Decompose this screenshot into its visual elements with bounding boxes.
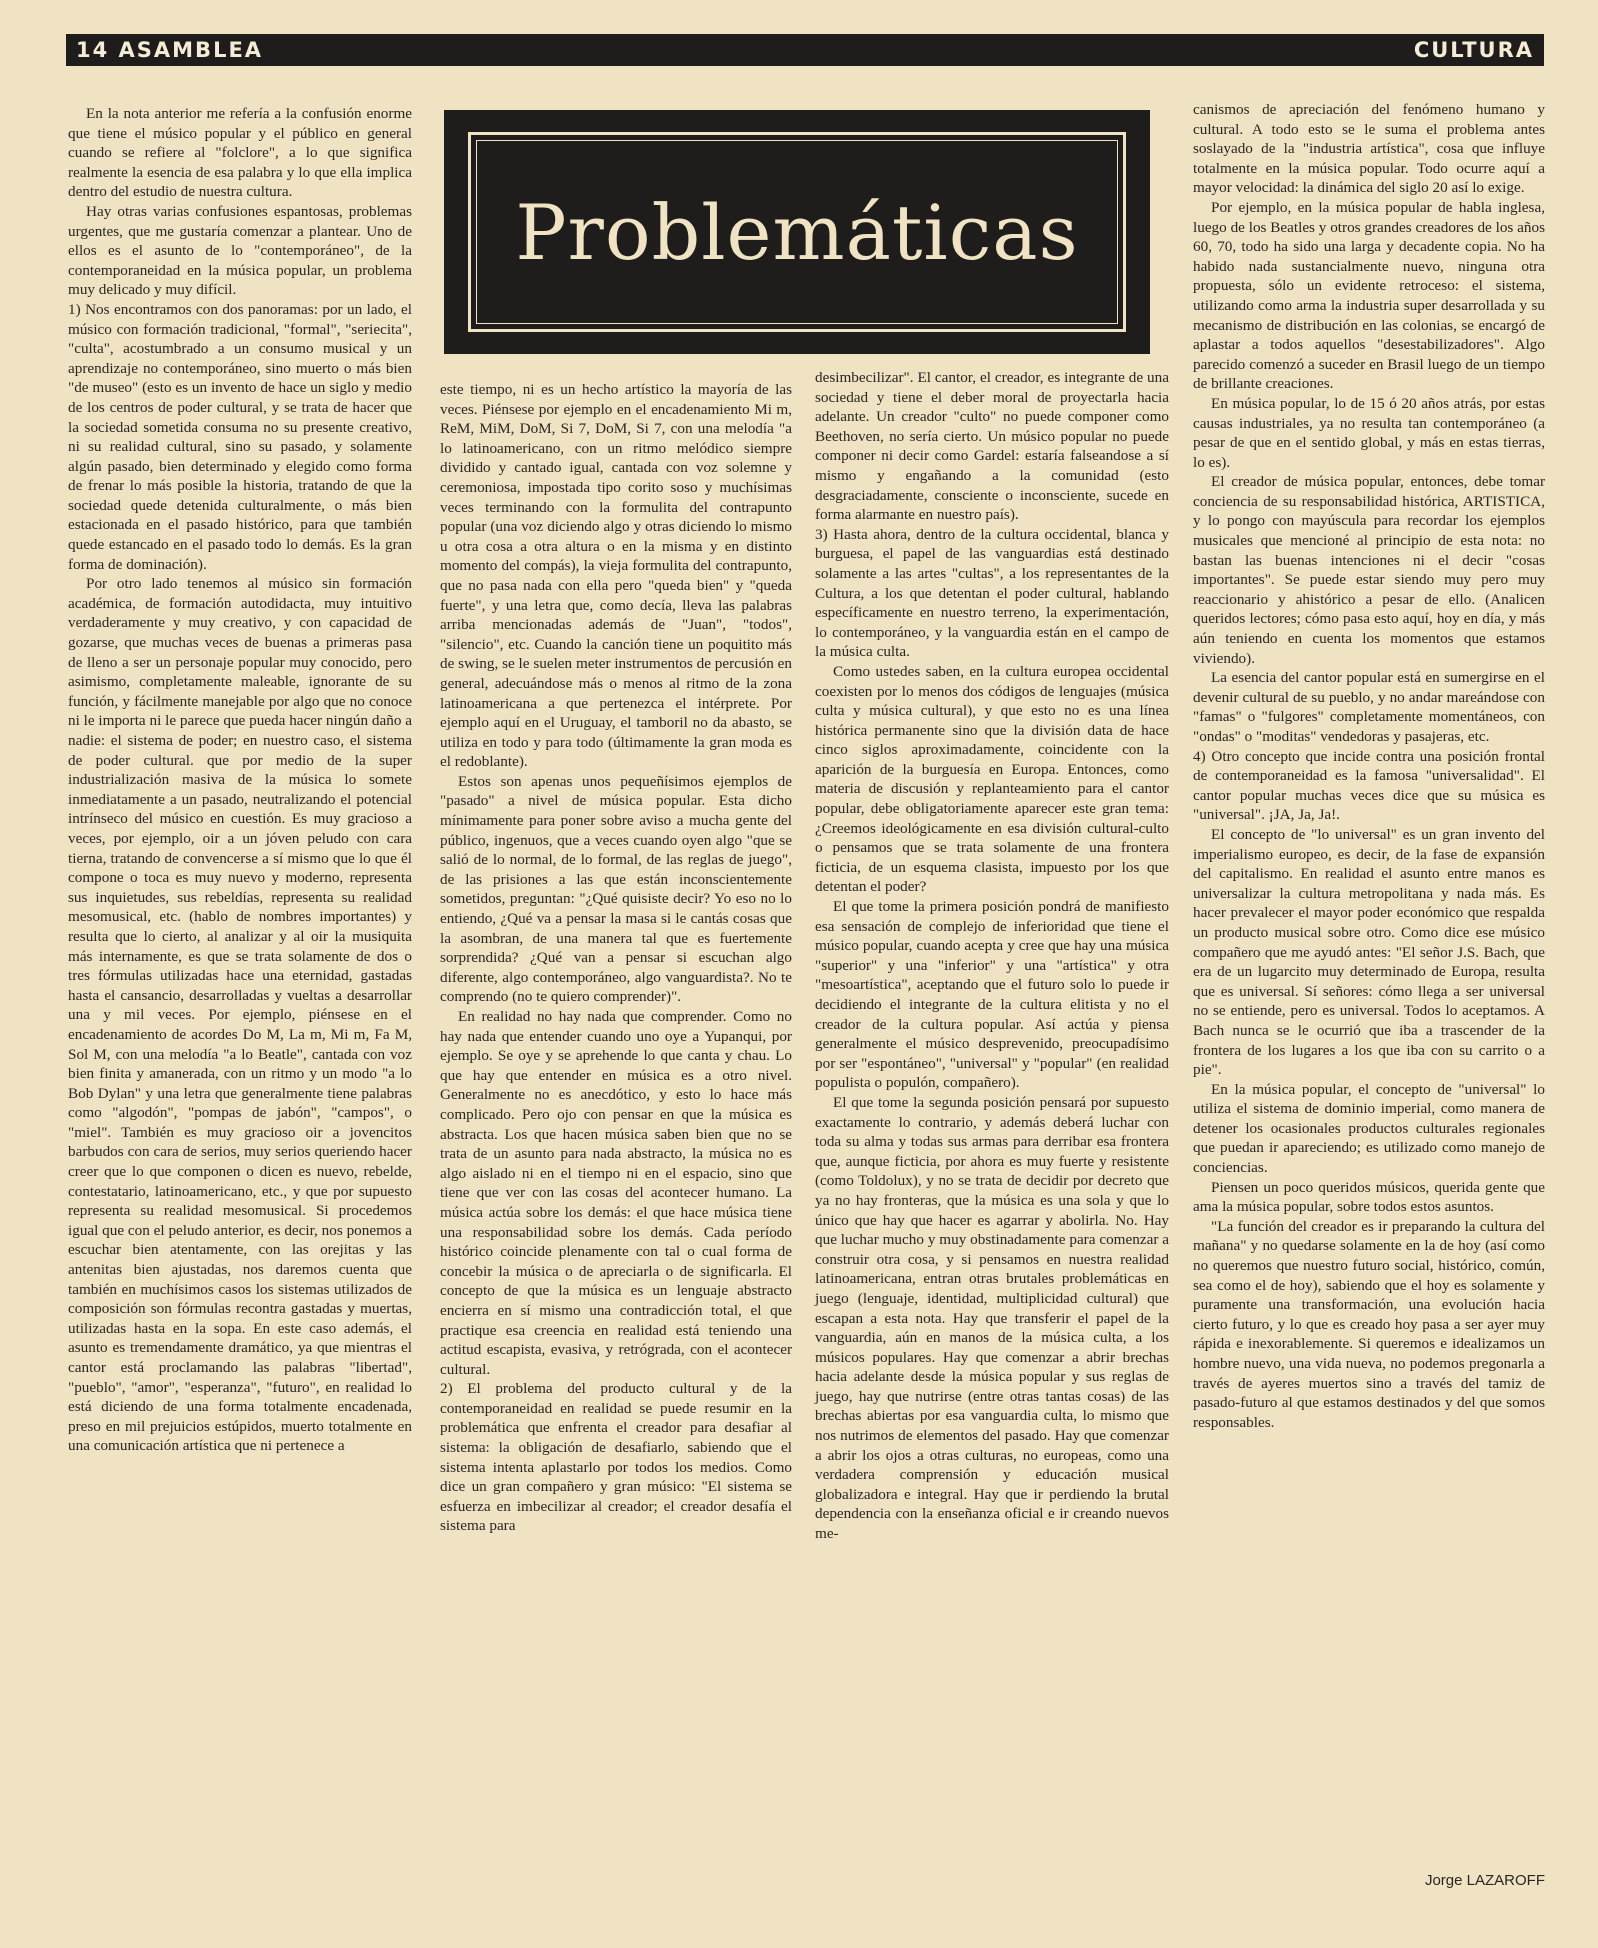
paragraph: Estos son apenas unos pequeñísimos ejemplos de "pasado" a nivel de música popular. Esta dicho mínimamente para poner sobre aviso a mucha gente del público, ingenuos, que a veces cuando oyen algo "que se salió de lo normal, de lo formal, de las reglas de juego", de las prisiones a las que están inconscientemente sometidos, preguntan: "¿Qué quisiste decir? Yo eso no lo entiendo, ¿Qué va a pensar la masa si le cantás cosas que la asombran, de una manera tal que es fuertemente sorprendida? ¿Qué van a pensar si escuchan algo diferente, algo contemporáneo, algo vanguardista?. No te comprendo (no te quiero comprender)". xyxy=(440,772,792,1006)
column-1 xyxy=(68,104,412,1456)
section-name: CULTURA xyxy=(1413,38,1534,62)
paragraph: Por otro lado tenemos al músico sin formación académica, de formación autodidacta, muy intuitivo verdaderamente y muy creativo, y con capacidad de gozarse, que muchas veces de buenas a primeras pasa de lleno a ser un personaje popular muy conocido, pero asimismo, completamente maleable, ignorante de su función, y fácilmente manejable por algo que no conoce ni le importa ni le parece que pueda hacer ningún daño a nadie: el sistema de poder; en nuestro caso, el sistema de poder cultural. que por medio de la super industrialización masiva de la música lo somete inmediatamente a un pasado, neutralizando el potencial intrínseco del músico en cuestión. Es muy gracioso a veces, por ejemplo, oir a un jóven peludo con cara tierna, tratando de convencerse a sí mismo que lo que él compone o toca es muy nuevo y moderno, representa sus inquietudes, sus rebeldías, representa su realidad mesomusical, etc. (hablo de nombres importantes) y resulta que lo cierto, al analizar y al oir la musiquita más internamente, es que se trata solamente de dos o tres fórmulas utilizadas hace una eternidad, gastadas hasta el cansancio, desarrolladas y vueltas a desarrollar una y mil veces. Por ejemplo, piénsese en el encadenamiento de acordes Do M, La m, Mi m, Fa M, Sol M, con una melodía "a lo Beatle", cantada con voz bien finita y amanerada, con un ritmo y un modo "a lo Bob Dylan" y una letra que generalmente tiene palabras como "algodón", "pompas de jabón", "campos", o "miel". También es muy gracioso oir a jovencitos barbudos con cara de serios, muy serios queriendo hacer creer que lo que componen o dicen es nuevo, rebelde, contestatario, latinoamericano, etc., y que por supuesto representa su realidad mesomusical. Si procedemos igual que con el peludo anterior, es decir, nos ponemos a escuchar bien atentamente, con las orejitas y las antenitas bien ajustadas, nos daremos cuenta que también en muchísimos casos los sistemas utilizados de composición son fórmulas recontra gastadas y muertas, utilizadas hasta en la sopa. En este caso además, el asunto es tremendamente dramático, ya que mientras el cantor está proclamando las palabras "libertad", "pueblo", "amor", "esperanza", "futuro", en realidad lo está diciendo de una forma totalmente encadenada, preso en mil prejuicios estúpidos, muerto totalmente en una comunicación artística que ni pertenece a xyxy=(68,575,412,1455)
article-title: Problemáticas xyxy=(515,187,1079,277)
column-2 xyxy=(440,380,792,1536)
paragraph: 2) El problema del producto cultural y de la contemporaneidad en realidad se puede resumir en la problemática que enfrenta el creador para desafiar al sistema: la obligación de desafiarlo, sabiendo que el sistema intenta aplastarlo por todos los medios. Como dice un gran compañero y gran músico: "El sistema se esfuerza en imbecilizar al creador; el creador desafía el sistema para xyxy=(440,1380,792,1535)
paragraph: En la música popular, el concepto de "universal" lo utiliza el sistema de dominio imperial, como manera de detener los ocasionales productos culturales regionales que puedan ir apareciendo; es utilizado como manejo de conciencias. xyxy=(1193,1080,1545,1177)
paragraph: Por ejemplo, en la música popular de habla inglesa, luego de los Beatles y otros grandes creadores de los años 60, 70, todo ha sido una larga y decadente copia. No ha habido nada sustancialmente nuevo, ninguna otra propuesta, sólo un evidente retroceso: el sistema, utilizando como arma la industria super desarrollada y su mecanismo de distribución en las colonias, se encargó de aplastar a todos aquellos "desestabilizadores". Algo parecido comenzó a suceder en Brasil luego de un tiempo de brillante creaciones. xyxy=(1193,198,1545,393)
page-number-section: 14 ASAMBLEA xyxy=(76,38,264,62)
paragraph: El que tome la primera posición pondrá de manifiesto esa sensación de complejo de inferioridad que tiene el músico popular, cuando acepta y cree que hay una música "superior" y una "inferior" y una "artística" y otra "mesoartística", aceptando que el futuro solo lo puede ir decidiendo el integrante de la cultura elitista y no el creador de la cultura popular. Así actúa y piensa generalmente el músico desprevenido, preocupadísimo por ser "espontáneo", "universal" y "popular" (en realidad populista o populón, compañero). xyxy=(815,898,1169,1092)
paragraph: Hay otras varias confusiones espantosas, problemas urgentes, que me gustaría comenzar a plantear. Uno de ellos es el asunto de lo "contemporáneo", de la contemporaneidad en la música popular, un problema muy delicado y muy difícil. xyxy=(68,202,412,299)
paragraph: canismos de apreciación del fenómeno humano y cultural. A todo esto se le suma el problema antes soslayado de la "industria artística", cosa que influye totalmente en la música popular. Todo ocurre aquí a mayor velocidad: la dinámica del siglo 20 así lo exige. xyxy=(1193,101,1545,197)
page-header xyxy=(66,34,1544,66)
paragraph: "La función del creador es ir preparando la cultura del mañana" y no quedarse solamente en la de hoy (así como no queremos que nuestro futuro social, histórico, común, sea como el de hoy), sabiendo que el hoy es solamente y puramente una transformación, una evolución hacia cierto futuro, y lo que es creado hoy pasa a ser ayer muy rápida e inexorablemente. Si queremos e idealizamos un hombre nuevo, una vida nueva, no podemos pregonarla a través de ayeres muertos sino a través del tamiz de pasado-futuro al que estamos destinados y del que somos responsables. xyxy=(1193,1217,1545,1431)
paragraph: este tiempo, ni es un hecho artístico la mayoría de las veces. Piénsese por ejemplo en el encadenamiento Mi m, ReM, MiM, DoM, Si 7, DoM, Si 7, con una melodía "a lo latinoamericano, con un ritmo melódico siempre dividido y cantado igual, cantada con voz solemne y ceremoniosa, impostada tipo corito soso y muchísimas veces terminando con la formulita del contrapunto popular (una voz diciendo algo y otras diciendo lo mismo u otra cosa a otra altura o en la misma y en distinto momento del compás), la vieja formulita del contrapunto, que no pasa nada con ella pero "queda bien" y "queda fuerte", y una letra que, como decía, lleva las palabras arriba mencionadas además de "Juan", "todos", "silencio", etc. Cuando la canción tiene un poquitito más de swing, se le suelen meter instrumentos de percusión en general, adecuándose más o menos al ritmo de la zona latinoamericana a que pertenezca el intérprete. Por ejemplo aquí en el Uruguay, el tamboril no da abasto, se utiliza en todo y para todo (últimamente la gran moda es el redoblante). xyxy=(440,381,792,771)
paragraph: Piensen un poco queridos músicos, querida gente que ama la música popular, sobre todos estos asuntos. xyxy=(1193,1178,1545,1216)
paragraph: 1) Nos encontramos con dos panoramas: por un lado, el músico con formación tradicional, "formal", "seriecita", "culta", acostumbrado a un consumo musical y un aprendizaje no contemporáneo, sino muerto o más bien "de museo" (esto es un invento de hace un siglo y medio de los centros de poder cultural, y se trata de hacer que la sociedad sometida consuma no su presente creativo, ni su realidad cultural, sino su pasado, y solamente algún pasado, bien determinado y elegido como forma de frenar lo más posible la historia, tratando de que la sociedad quede detenida culturalmente, o más bien estacionada en el pasado histórico, para que también quede estancado en el pasado todo lo demás. Es la gran forma de dominación). xyxy=(68,300,412,573)
paragraph: 3) Hasta ahora, dentro de la cultura occidental, blanca y burguesa, el papel de las vanguardias está destinado solamente a las artes "cultas", a los representantes de la Cultura, a los que detentan el poder cultural, hablando específicamente en nuestro terreno, la experimentación, lo contemporáneo, y la vanguardia están en el campo de la música culta. xyxy=(815,525,1169,661)
column-3 xyxy=(815,368,1169,1544)
paragraph: desimbecilizar". El cantor, el creador, es integrante de una sociedad y tiene el deber moral de proyectarla hacia adelante. Un creador "culto" no puede componer como Beethoven, no sería cierto. Un músico popular no puede componer ni decir como Gardel: estaría falseandose a sí mismo y engañando a la comunidad (esto desgraciadamente, consciente o inconsciente, sucede en forma alarmante en nuestro país). xyxy=(815,369,1169,524)
title-frame xyxy=(468,132,1126,332)
paragraph: En realidad no hay nada que comprender. Como no hay nada que entender cuando uno oye a Yupanqui, por ejemplo. Se oye y se aprehende lo que canta y chau. Lo que hay que entender en música es a otro nivel. Generalmente no es anecdótico, y esto lo hace más complicado. Pero ojo con pensar en que la música es abstracta. Los que hacen música saben bien que no se trata de un asunto para nada abstracto, la música no es algo aislado ni en el tiempo ni en el espacio, sino que tiene que ver con las cosas del acontecer humano. La música actúa sobre los demás: el que hace música tiene una responsabilidad sobre los demás. Cada período histórico coincide plenamente con tal o cual forma de concebir la música o de apreciarla o de significarla. El concepto de que la música es un lenguaje abstracto encierra en sí mismo una contradicción total, el que practique esa creencia en realidad está teniendo una actitud escapista, evasiva, y retrógrada, con el acontecer cultural. xyxy=(440,1008,792,1378)
paragraph: En música popular, lo de 15 ó 20 años atrás, por estas causas industriales, ya no resulta tan contemporáneo (a pesar de que en el sentido global, y más en estas tierras, lo es). xyxy=(1193,394,1545,471)
paragraph: El creador de música popular, entonces, debe tomar conciencia de su responsabilidad histórica, ARTISTICA, y lo pongo con mayúscula para recordar los ejemplos musicales que mencioné al principio de esta nota: no bastan las buenas intenciones ni el decir "cosas importantes". Se puede estar siendo muy pero muy reaccionario y ahistórico a pesar de ello. (Analicen queridos lectores; cómo pasa esto aquí, hoy en día, y más aún teniendo en cuenta los momentos que estamos viviendo). xyxy=(1193,473,1545,667)
paragraph: En la nota anterior me refería a la confusión enorme que tiene el músico popular y el público en general cuando se refiere al "folclore", a lo que significa realmente la esencia de esa palabra y lo que ella implica dentro del estudio de nuestra cultura. xyxy=(68,105,412,201)
author-signature: Jorge LAZAROFF xyxy=(1424,1872,1545,1889)
paragraph: Como ustedes saben, en la cultura europea occidental coexisten por lo menos dos códigos de lenguajes (música culta y música cultural), y que esto no es una línea histórica permanente sino que la división data de hace cinco siglos aproximadamente, coincidente con la aparición de la burguesía en Europa. Entonces, como materia de discusión y replanteamiento para el cantor popular, debe obligatoriamente aparecer este gran tema: ¿Creemos ideológicamente en esa división cultural-culto o pensamos que se trata solamente de una frontera ficticia, de un esquema clasista, impuesto por los que detentan el poder? xyxy=(815,662,1169,896)
paragraph: El concepto de "lo universal" es un gran invento del imperialismo europeo, es decir, de la fase de expansión del capitalismo. En realidad el asunto entre manos es universalizar la cultura metropolitana y nada más. Es hacer prevalecer el mayor poder económico que respalda un producto musical sobre otro. Como dice ese músico compañero que me ayudó antes: "El señor J.S. Bach, que era de un lugarcito muy determinado de Europa, resulta que es universal. Sí señores: cómo llega a ser universal no se entiende, pero es universal. Todos lo aceptamos. A Bach nunca se le ocurrió que iba a trascender de la frontera de los lugares a los que iba con su carrito o a pie". xyxy=(1193,825,1545,1079)
title-box xyxy=(444,110,1150,354)
paragraph: La esencia del cantor popular está en sumergirse en el devenir cultural de su pueblo, y no andar mareándose con "famas" o "fulgores" completamente momentáneos, con "ondas" o "moditas" vendedoras y pasajeras, etc. xyxy=(1193,669,1545,745)
column-4 xyxy=(1193,100,1545,1432)
paragraph: 4) Otro concepto que incide contra una posición frontal de contemporaneidad es la famosa "universalidad". El cantor popular muchas veces dice que su música es "universal". ¡JA, Ja, Ja!. xyxy=(1193,747,1545,824)
paragraph: El que tome la segunda posición pensará por supuesto exactamente lo contrario, y además deberá luchar con toda su alma y todas sus armas para derribar esa frontera que, aunque ficticia, por ahora es muy fuerte y resistente (como Toldolux), y no se trata de decidir por decreto que ya no hay fronteras, que la música es una sola y que lo único que hay que hacer es agarrar y abolirla. No. Hay que luchar mucho y muy obstinadamente para comenzar a construir otra cosa, y si pensamos en nuestra realidad latinoamericana, entran otras brutales problemáticas en juego (lenguaje, identidad, multiplicidad cultural) que escapan a esta nota. Hay que transferir el papel de la vanguardia, aún en manos de la música culta, a los músicos populares. Hay que comenzar a abrir brechas hacia adelante desde la música popular y sus reglas de juego, hay que nutrirse (entre otras tantas cosas) de las brechas abiertas por esa vanguardia culta, lo mismo que nos nutrimos de elementos del pasado. Hay que comenzar a abrir los ojos a otras culturas, no europeas, como una verdadera comprensión y educación musical globalizadora e integral. Hay que ir perdiendo la brutal dependencia con la enseñanza oficial e ir creando nuevos me- xyxy=(815,1093,1169,1543)
